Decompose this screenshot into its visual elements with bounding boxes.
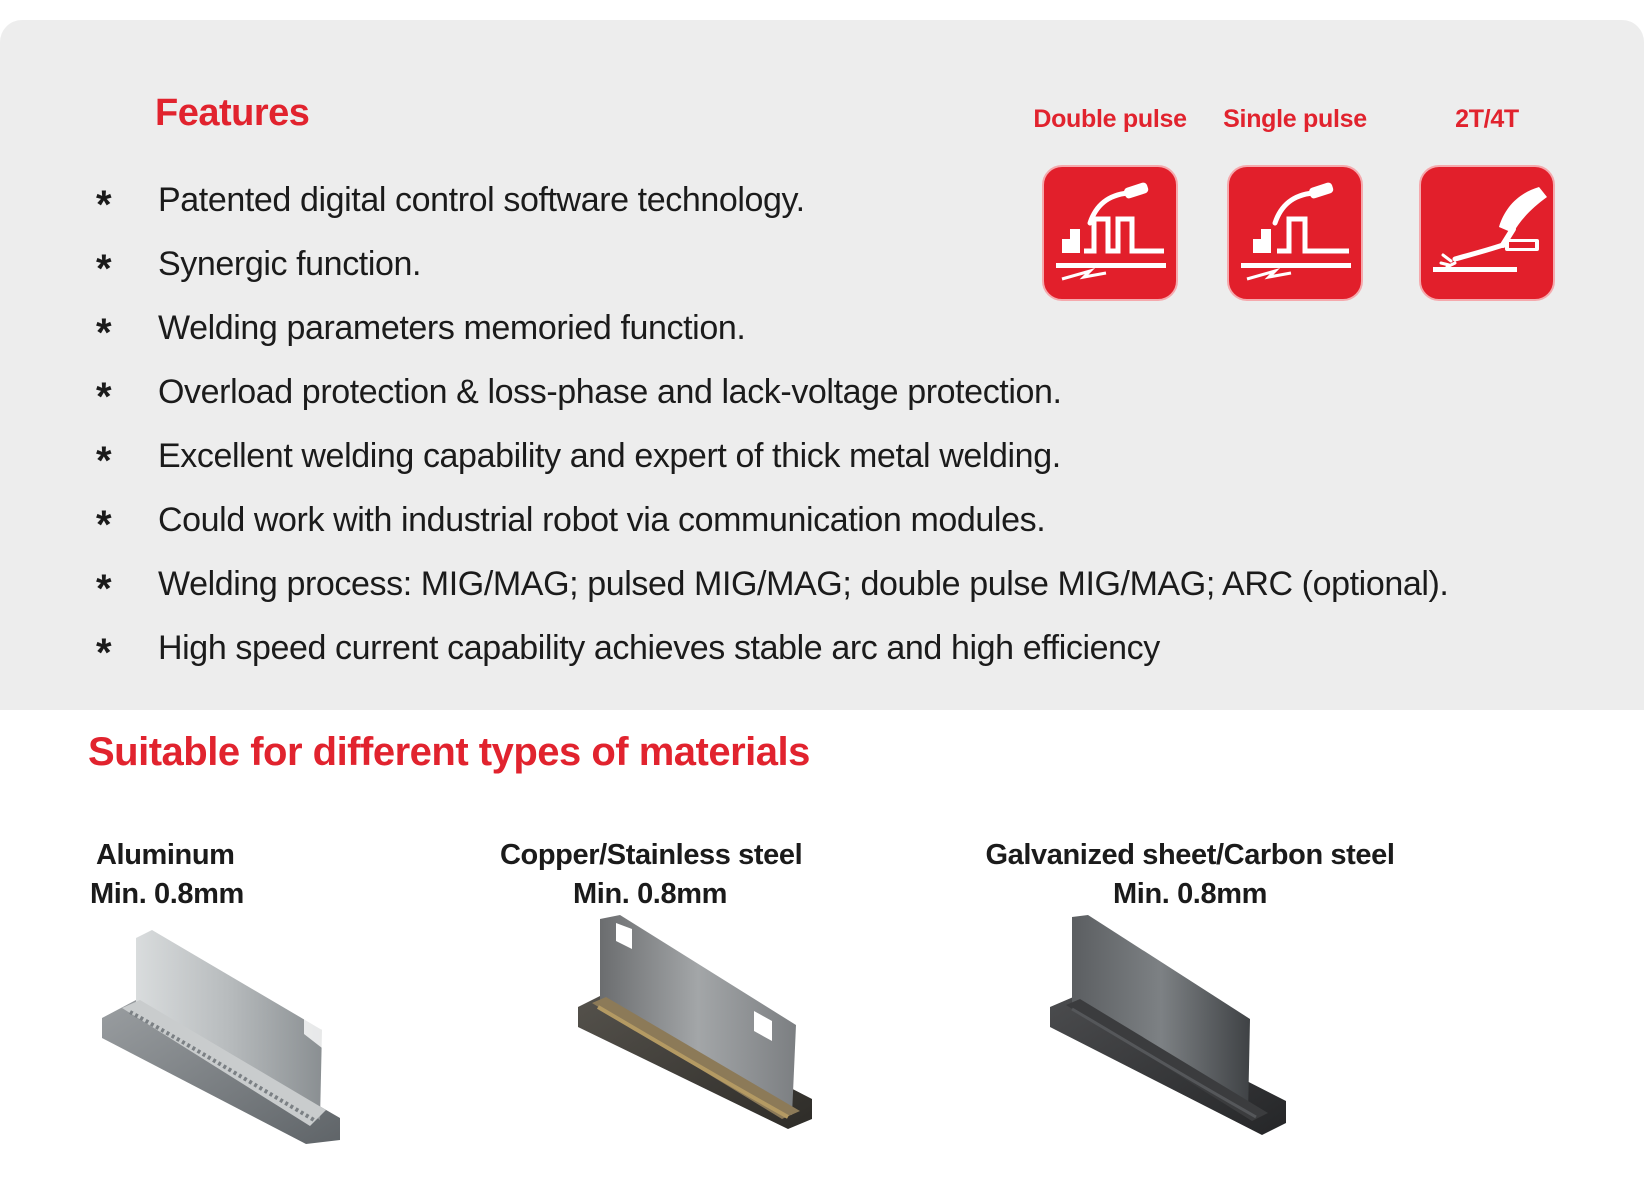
feature-text: Welding process: MIG/MAG; pulsed MIG/MAG; double pulse MIG/MAG; ARC (optional).: [158, 564, 1449, 603]
feature-item: [96, 488, 1448, 552]
feature-text: Patented digital control software technology.: [158, 180, 805, 219]
material-name: Galvanized sheet/Carbon steel: [985, 839, 1395, 871]
copper-stainless-weld-sample-image: [576, 915, 821, 1140]
material-copper-stainless: [500, 836, 803, 914]
features-title: Features: [155, 92, 310, 134]
aluminum-weld-sample-image: [100, 930, 350, 1145]
trigger-2t-4t-icon-graphic: [1421, 167, 1553, 299]
material-aluminum: [90, 836, 244, 914]
feature-text: Excellent welding capability and expert of thick metal welding.: [158, 436, 1061, 475]
single-pulse-icon: [1227, 165, 1363, 301]
mode-label: 2T/4T: [1455, 105, 1519, 133]
bullet-star-icon: *: [96, 503, 112, 547]
feature-item: [96, 424, 1448, 488]
material-min-thickness: Min. 0.8mm: [90, 878, 244, 910]
mode-2t-4t: [1392, 105, 1582, 301]
feature-text: Overload protection & loss-phase and lack-voltage protection.: [158, 372, 1062, 411]
bullet-star-icon: *: [96, 375, 112, 419]
material-name: Copper/Stainless steel: [500, 839, 803, 871]
bullet-star-icon: *: [96, 311, 112, 355]
feature-text: Synergic function.: [158, 244, 422, 283]
feature-text: Welding parameters memoried function.: [158, 308, 746, 347]
bullet-star-icon: *: [96, 247, 112, 291]
bullet-star-icon: *: [96, 183, 112, 227]
material-min-thickness: Min. 0.8mm: [573, 878, 727, 910]
material-galvanized-carbon: [970, 836, 1410, 914]
double-pulse-icon-graphic: [1044, 167, 1176, 299]
features-panel: [0, 20, 1644, 710]
material-name: Aluminum: [96, 839, 235, 871]
feature-item: [96, 360, 1448, 424]
bullet-star-icon: *: [96, 439, 112, 483]
mode-double-pulse: [1015, 105, 1205, 301]
mode-label: Double pulse: [1033, 105, 1187, 133]
feature-item: [96, 296, 1448, 360]
mode-label: Single pulse: [1223, 105, 1367, 133]
mode-single-pulse: [1200, 105, 1390, 301]
bullet-star-icon: *: [96, 567, 112, 611]
feature-text: High speed current capability achieves stable arc and high efficiency: [158, 628, 1160, 667]
bullet-star-icon: *: [96, 631, 112, 675]
feature-item: [96, 616, 1448, 680]
materials-title: Suitable for different types of materials: [88, 730, 810, 774]
material-min-thickness: Min. 0.8mm: [1113, 878, 1267, 910]
feature-text: Could work with industrial robot via communication modules.: [158, 500, 1046, 539]
feature-item: [96, 552, 1448, 616]
single-pulse-icon-graphic: [1229, 167, 1361, 299]
trigger-2t-4t-icon: [1419, 165, 1555, 301]
galvanized-carbon-weld-sample-image: [1048, 915, 1293, 1145]
double-pulse-icon: [1042, 165, 1178, 301]
